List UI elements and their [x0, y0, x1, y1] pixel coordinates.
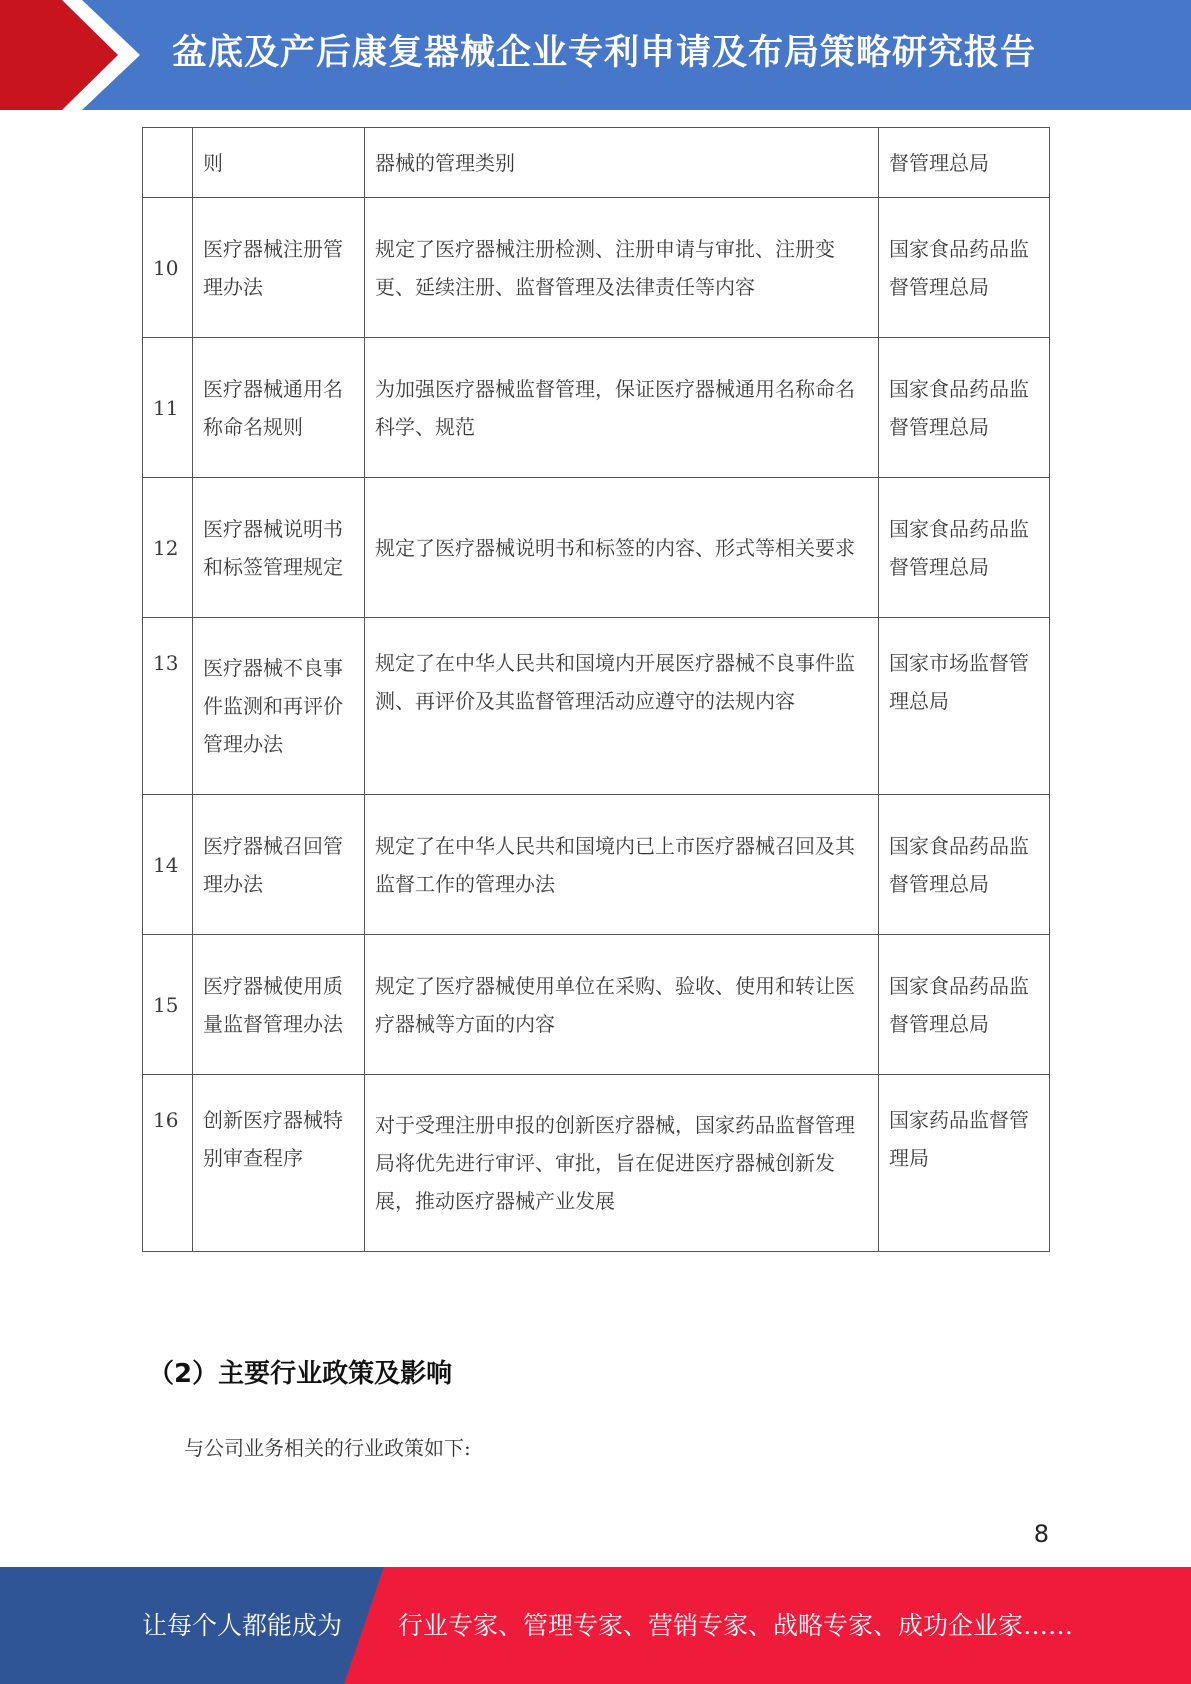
regulation-name: 医疗器械说明书和标签管理规定 [193, 478, 365, 618]
regulation-content: 规定了医疗器械使用单位在采购、验收、使用和转让医疗器械等方面的内容 [365, 935, 879, 1075]
regulation-content: 规定了医疗器械注册检测、注册申请与审批、注册变更、延续注册、监督管理及法律责任等内容 [365, 198, 879, 338]
section-paragraph: 与公司业务相关的行业政策如下: [184, 1436, 471, 1460]
issuing-authority: 国家药品监督管理局 [879, 1075, 1050, 1252]
row-number: 16 [143, 1075, 193, 1252]
regulation-name: 医疗器械召回管理办法 [193, 795, 365, 935]
table-row [143, 795, 1050, 935]
table-row [143, 1075, 1050, 1252]
footer-slogan-left: 让每个人都能成为 [142, 1611, 343, 1640]
regulations-table [142, 127, 1050, 1252]
regulation-content: 规定了在中华人民共和国境内开展医疗器械不良事件监测、再评价及其监督管理活动应遵守的法规内容 [365, 618, 879, 795]
regulation-content: 器械的管理类别 [365, 128, 879, 198]
row-number [143, 128, 193, 198]
page-header [0, 0, 1191, 110]
section-heading: （2）主要行业政策及影响 [148, 1359, 453, 1389]
row-number: 13 [143, 618, 193, 795]
regulation-name: 医疗器械注册管理办法 [193, 198, 365, 338]
footer-slogan-right: 行业专家、管理专家、营销专家、战略专家、成功企业家…… [398, 1611, 1074, 1640]
issuing-authority: 国家食品药品监督管理总局 [879, 478, 1050, 618]
header-arrow-decoration [0, 0, 150, 110]
regulation-name: 则 [193, 128, 365, 198]
issuing-authority: 国家食品药品监督管理总局 [879, 935, 1050, 1075]
regulation-name: 创新医疗器械特别审查程序 [193, 1075, 365, 1252]
regulation-content: 规定了医疗器械说明书和标签的内容、形式等相关要求 [365, 478, 879, 618]
row-number: 12 [143, 478, 193, 618]
regulation-name: 医疗器械使用质量监督管理办法 [193, 935, 365, 1075]
issuing-authority: 国家市场监督管理总局 [879, 618, 1050, 795]
row-number: 11 [143, 338, 193, 478]
regulation-name: 医疗器械通用名称命名规则 [193, 338, 365, 478]
table-row [143, 478, 1050, 618]
table-row [143, 618, 1050, 795]
table-row [143, 198, 1050, 338]
table-row [143, 338, 1050, 478]
issuing-authority: 国家食品药品监督管理总局 [879, 338, 1050, 478]
report-title: 盆底及产后康复器械企业专利申请及布局策略研究报告 [172, 33, 1037, 73]
row-number: 14 [143, 795, 193, 935]
page-footer [0, 1567, 1191, 1684]
issuing-authority: 国家食品药品监督管理总局 [879, 198, 1050, 338]
regulation-name: 医疗器械不良事件监测和再评价管理办法 [193, 618, 365, 795]
issuing-authority: 督管理总局 [879, 128, 1050, 198]
issuing-authority: 国家食品药品监督管理总局 [879, 795, 1050, 935]
regulation-content: 为加强医疗器械监督管理，保证医疗器械通用名称命名科学、规范 [365, 338, 879, 478]
regulation-content: 对于受理注册申报的创新医疗器械，国家药品监督管理局将优先进行审评、审批，旨在促进医疗器械创新发展，推动医疗器械产业发展 [365, 1075, 879, 1252]
table-row [143, 128, 1050, 198]
table-row [143, 935, 1050, 1075]
regulation-content: 规定了在中华人民共和国境内已上市医疗器械召回及其监督工作的管理办法 [365, 795, 879, 935]
row-number: 10 [143, 198, 193, 338]
row-number: 15 [143, 935, 193, 1075]
page-number: 8 [1033, 1520, 1049, 1548]
